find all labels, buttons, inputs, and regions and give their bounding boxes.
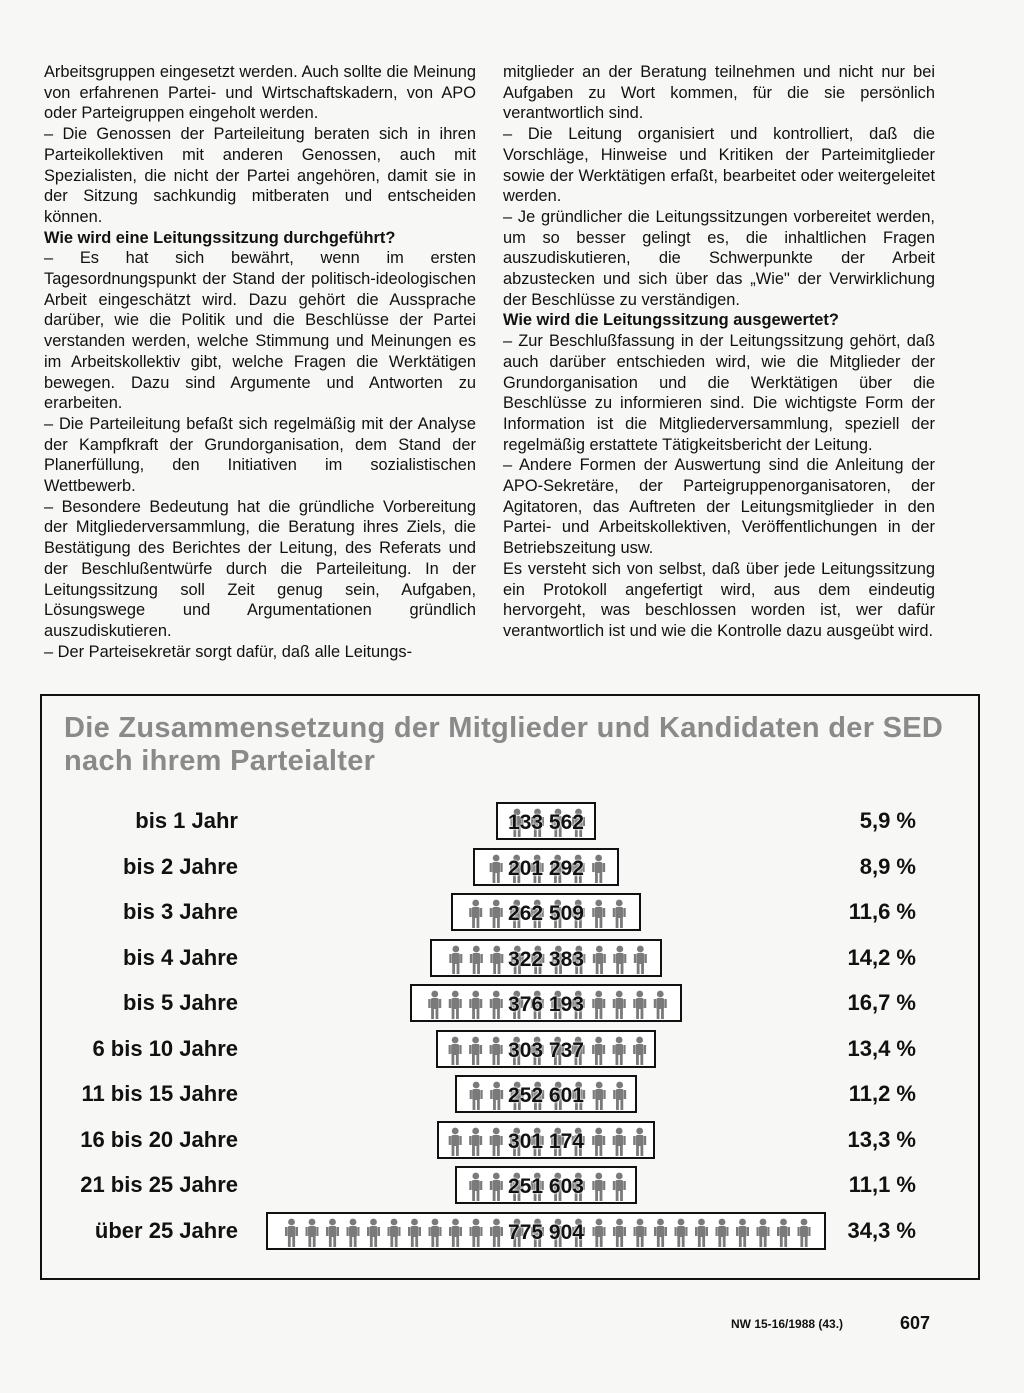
percent-label: 5,9 % xyxy=(859,808,916,833)
chart-row xyxy=(42,939,978,977)
value-bar xyxy=(455,1075,637,1113)
category-label: bis 3 Jahre xyxy=(123,899,238,924)
chart-row xyxy=(42,893,978,931)
percent-label: 13,4 % xyxy=(847,1035,916,1061)
chart-row xyxy=(42,848,978,886)
section-heading: Wie wird eine Leitungssitzung durchgeführt? xyxy=(44,228,396,247)
paragraph: – Die Parteileitung befaßt sich regelmäßig mit der Analyse der Kampfkraft der Grundorganisation, dem Stand der Planerfüllung, den Initiativen im sozialistischen Wettbewerb. xyxy=(44,414,476,496)
value-bar xyxy=(496,802,596,840)
paragraph: – Die Leitung organisiert und kontrolliert, daß die Vorschläge, Hinweise und Kritiken der Parteimitglieder sowie der Werktätigen erfaßt, bearbeitet oder weitergeleitet werden. xyxy=(503,125,935,206)
value-label: 775 904 xyxy=(508,1220,584,1244)
category-label: 21 bis 25 Jahre xyxy=(80,1172,238,1197)
value-bar xyxy=(451,893,640,931)
paragraph: – Zur Beschlußfassung in der Leitungssitzung gehört, daß auch darüber entschieden wird, wie die Mitglieder der Grundorganisation und die Werktätigen über die Beschlüsse zu informieren sind. Die wichtigste Form der Information ist die Mitgliederversammlung, speziell der regelmäßig erstattete Tätigkeitsbericht der Leitung. xyxy=(503,332,935,454)
chart-row xyxy=(42,1121,978,1159)
category-label: über 25 Jahre xyxy=(94,1217,238,1243)
paragraph: – Die Genossen der Parteileitung beraten sich in ihren Parteikollektiven mit anderen Genossen, auch mit Spezialisten, die nicht der Partei angehören, damit sie in der Sitzung sachkundig mitberaten und entscheiden können. xyxy=(44,125,476,226)
value-bar xyxy=(430,939,663,977)
percent-label: 11,1 % xyxy=(848,1172,916,1197)
issue-reference: NW 15-16/1988 (43.) xyxy=(731,1317,844,1331)
percent-label: 16,7 % xyxy=(847,990,916,1015)
value-label: 201 292 xyxy=(508,856,584,880)
paragraph: – Je gründlicher die Leitungssitzungen vorbereitet werden, um so besser gelingt es, die inhaltlichen Fragen auszudiskutieren, die Schwerpunkte der Arbeit abzustecken und sich über das „Wie" der Verwirklichung der Beschlüsse zu verständigen. xyxy=(503,207,935,309)
paragraph: mitglieder an der Beratung teilnehmen und nicht nur bei Aufgaben zu Wort kommen, für die sie persönlich verantwortlich sind. xyxy=(503,63,935,123)
text-column-left xyxy=(44,62,476,662)
category-label: 16 bis 20 Jahre xyxy=(80,1126,238,1152)
percent-label: 8,9 % xyxy=(859,853,916,879)
category-label: bis 5 Jahre xyxy=(123,990,238,1015)
chart-row xyxy=(42,1166,978,1204)
paragraph: Arbeitsgruppen eingesetzt werden. Auch sollte die Meinung von erfahrenen Partei- und Wirtschaftskadern, von APO oder Parteigruppen eingeholt werden. xyxy=(44,63,476,123)
chart-row xyxy=(42,1212,978,1250)
category-label: bis 4 Jahre xyxy=(123,944,238,970)
paragraph: – Andere Formen der Auswertung sind die Anleitung der APO-Sekretäre, der Parteigruppenorganisatoren, der Agitatoren, das Auftreten der Leitungsmitglieder in den Partei- und Arbeitskollektiven, Veröffentlichungen in der Betriebszeitung usw. xyxy=(503,456,935,558)
text-column-right xyxy=(503,62,935,642)
value-label: 376 193 xyxy=(508,993,584,1016)
paragraph: – Besondere Bedeutung hat die gründliche Vorbereitung der Mitgliederversammlung, die Beratung ihres Ziels, die Bestätigung des Berichtes der Leitung, des Referats und der Beschlußentwürfe durch die Parteileitung. In der Leitungssitzung soll Zeit genug sein, Aufgaben, Lösungswege und Argumentationen gründlich auszudiskutieren. xyxy=(44,497,476,640)
category-label: 6 bis 10 Jahre xyxy=(92,1035,238,1061)
value-bar xyxy=(473,848,618,886)
category-label: bis 2 Jahre xyxy=(123,853,238,879)
page-number: 607 xyxy=(900,1313,931,1333)
chart-title: Die Zusammensetzung der Mitglieder und Kandidaten der SED nach ihrem Parteialter xyxy=(64,712,944,777)
chart-row xyxy=(42,984,978,1022)
category-label: bis 1 Jahr xyxy=(135,808,238,833)
value-label: 303 737 xyxy=(508,1038,584,1062)
paragraph: Es versteht sich von selbst, daß über jede Leitungssitzung ein Protokoll angefertigt wird, aus dem eindeutig hervorgeht, was beschlossen worden ist, wer dafür verantwortlich ist und wie die Kontrolle dazu ausgeübt wird. xyxy=(503,559,935,640)
section-heading: Wie wird die Leitungssitzung ausgewertet? xyxy=(503,311,839,330)
value-label: 301 174 xyxy=(508,1129,584,1153)
percent-label: 11,6 % xyxy=(848,899,916,924)
value-label: 251 603 xyxy=(508,1175,584,1198)
percent-label: 34,3 % xyxy=(847,1217,916,1243)
value-bar xyxy=(410,984,682,1022)
party-age-chart xyxy=(40,694,980,1280)
percent-label: 11,2 % xyxy=(848,1081,916,1106)
value-label: 322 383 xyxy=(508,947,584,971)
value-bar xyxy=(437,1121,654,1159)
value-bar xyxy=(266,1212,826,1250)
chart-row xyxy=(42,802,978,840)
paragraph: – Der Parteisekretär sorgt dafür, daß alle Leitungs- xyxy=(44,642,413,661)
value-bar xyxy=(455,1166,637,1204)
chart-row xyxy=(42,1030,978,1068)
chart-row xyxy=(42,1075,978,1113)
percent-label: 14,2 % xyxy=(847,944,916,970)
percent-label: 13,3 % xyxy=(847,1126,916,1152)
value-label: 133 562 xyxy=(508,811,584,834)
value-bar xyxy=(436,1030,655,1068)
value-label: 252 601 xyxy=(508,1084,584,1107)
category-label: 11 bis 15 Jahre xyxy=(81,1081,238,1106)
value-label: 262 509 xyxy=(508,902,584,925)
paragraph: – Es hat sich bewährt, wenn im ersten Tagesordnungspunkt der Stand der politisch-ideologischen Arbeit eingeschätzt wird. Dazu gehört die Aussprache darüber, wie die Politik und die Beschlüsse der Partei verstanden werden, welche Stimmung und Meinungen es im Arbeitskollektiv gibt, welche Fragen die Werktätigen bewegen. Dazu sind Argumente und Antworten zu erarbeiten. xyxy=(44,249,476,413)
